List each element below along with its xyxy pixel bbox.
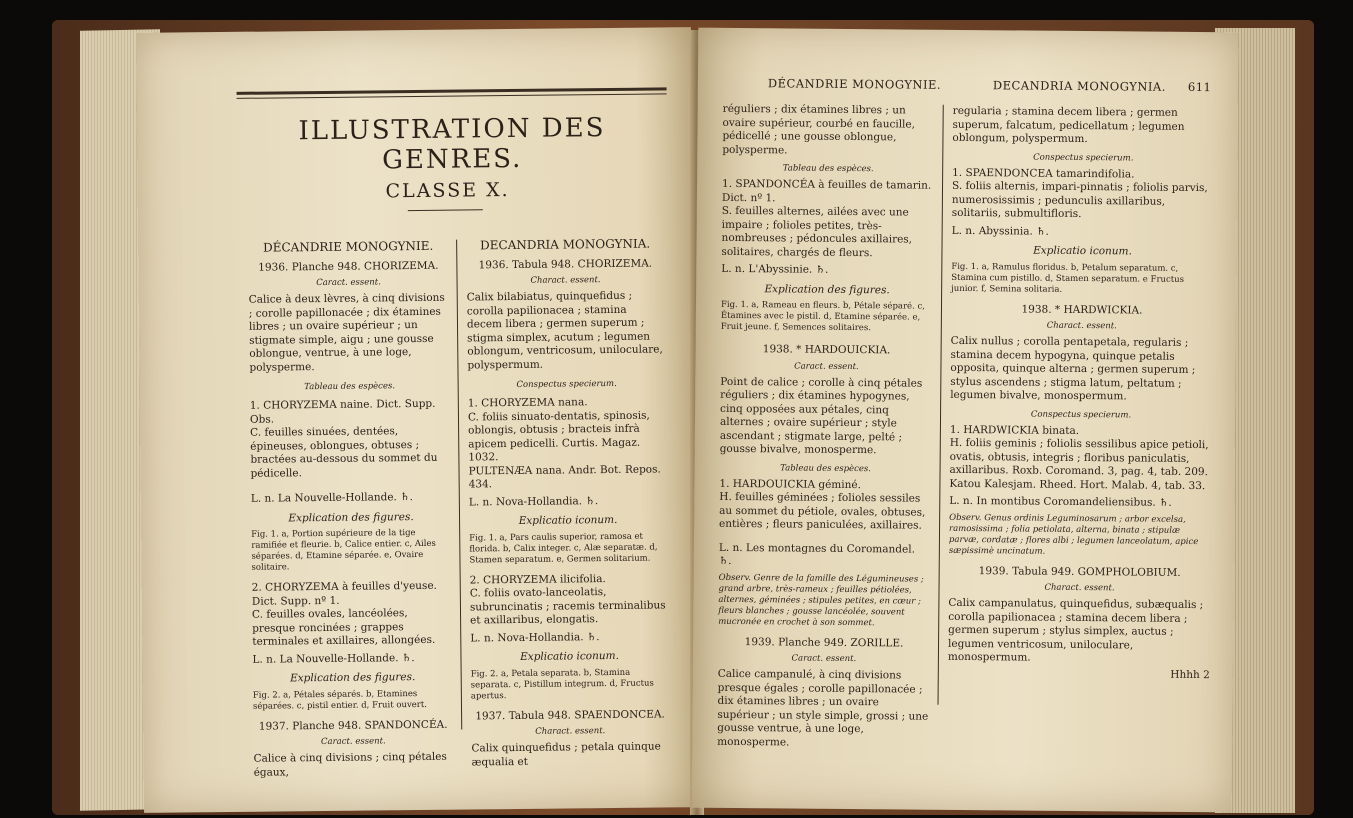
la-caract: Charact. essent. (530, 275, 601, 286)
la-description-r2: Calix campanulatus, quinquefidus, subæqualis ; corolla papilionacea ; stamina decem libera ; germen superum ; stylus simplex, auctus ; legumen ventricosum, uniloculare, monospermum. (947, 596, 1204, 664)
fr-species-1-desc: C. feuilles sinuées, dentées, épineuses, oblongues, obtuses ; bractées au-dessous du sommet du pédicelle. (250, 425, 438, 480)
la-species-1-desc: C. foliis sinuato-dentatis, spinosis, oblongis, obtusis ; bracteis infrà apicem pedicelli. Curtis. Magaz. 1032. (467, 409, 650, 464)
la-species-2-location: L. n. Nova-Hollandia. ♄. (470, 630, 600, 644)
la-description: Calix bilabiatus, quinquefidus ; corolla papilionacea ; stamina decem libera ; germen superum ; stigma simplex, acutum ; legumen oblongum, ventricosum, uniloculare, polyspermum. (466, 289, 663, 371)
french-column (248, 240, 454, 780)
fr-order-heading: DÉCANDRIE MONOGYNIE. (262, 238, 434, 255)
fr-genus-1936: 1936. Planche 948. CHORIZEMA. (258, 259, 439, 274)
fr-species-2-location: L. n. La Nouvelle-Hollande. ♄. (252, 651, 415, 666)
la-species-hardwickia-location: L. n. In montibus Coromandeliensibus. ♄. (949, 494, 1172, 509)
latin-column (466, 237, 670, 769)
la-genus-1939: 1939. Tabula 949. GOMPHOLOBIUM. (978, 564, 1181, 579)
la-caract-r: Charact. essent. (1046, 320, 1117, 332)
fr-caract-r2: Caract. essent. (791, 653, 857, 665)
latin-column-right (948, 105, 1215, 682)
french-column-right (717, 103, 935, 751)
la-species-spaendoncea-location: L. n. Abyssinia. ♄. (951, 224, 1049, 238)
fr-species-spandoncea-desc: S. feuilles alternes, ailées avec une impaire ; folioles petites, très-nombreuses ; pédoncules axillaires, solitaires, chargés de fleurs. (721, 204, 913, 259)
fr-description: Calice à deux lèvres, à cinq divisions ; corolle papillonacée ; dix étamines libres ; un ovaire supérieur ; un stigmate simple, aigu ; une gousse oblongue, ventrue, à une loge, polysperme. (248, 291, 445, 374)
fr-observation: Observ. Genre de la famille des Légumineuses ; grand arbre, très-rameux ; feuilles pétiolées, alternes, géminées ; stipules petites, en cœur ; fleurs blanches ; gousse lancéolée, souvent mucronée en crochet à son sommet. (718, 572, 924, 628)
la-species-1-location: L. n. Nova-Hollandia. ♄. (468, 494, 599, 508)
fr-caract: Caract. essent. (316, 277, 381, 289)
fr-figure-r: Fig. 1. a, Rameau en fleurs. b, Pétale séparé. c, Étamines avec le pistil. d, Etamine séparée. e, Fruit jeune. f, Semences solitaires. (720, 299, 926, 334)
fr-caract-2: Caract. essent. (320, 736, 386, 748)
la-synonym: PULTENÆA nana. Andr. Bot. Repos. 434. (468, 462, 661, 491)
column-divider-right (938, 105, 944, 705)
la-observation: Observ. Genus ordinis Leguminosarum ; arbor excelsa, ramosissima ; folia petiolata, alterna, binata ; stipulæ parvæ, cordatæ ; flores albi ; legumen lanceolatum, apice sæpissimè uncinatum. (948, 512, 1199, 557)
page-number: 611 (1187, 79, 1212, 95)
la-conspectus-r: Conspectus specierum. (1033, 152, 1134, 163)
short-rule (408, 209, 483, 211)
left-page (136, 27, 699, 813)
fr-description-r: Point de calice ; corolle à cinq pétales réguliers ; dix étamines hypogynes, cinq opposées aux pétales, cinq alternes ; ovaire supérieur ; style ascendant ; stigmate large, pelté ; gousse bivalve, monosperme. (719, 375, 923, 457)
la-order-heading: DECANDRIA MONOGYNIA. (480, 236, 651, 253)
right-page (692, 28, 1239, 813)
la-species-hardwickia: 1. HARDWICKIA binata. (949, 423, 1080, 437)
la-figure-2: Fig. 2. a, Petala separata. b, Stamina separata. c, Pistillum integrum. d, Fructus apertus. (470, 667, 654, 701)
la-species-1: 1. CHORYZEMA nana. (467, 396, 588, 410)
column-divider (456, 240, 462, 730)
fr-genus-1939: 1939. Planche 949. ZORILLE. (744, 635, 904, 649)
fr-explication-r: Explication des figures. (764, 282, 890, 296)
fr-species-1: 1. CHORYZEMA naine. Dict. Supp. Obs. (249, 397, 436, 426)
fr-tableau: Tableau des espèces. (304, 381, 396, 393)
fr-species-2: 2. CHORYZEMA à feuilles d'yeuse. Dict. Supp. nº 1. (251, 579, 438, 608)
la-explicatio-2: Explicatio iconum. (520, 649, 619, 663)
fr-description-2: Calice à cinq divisions ; cinq pétales égaux, (253, 750, 447, 779)
fr-genus-1937: 1937. Planche 948. SPANDONCÉA. (258, 718, 448, 733)
la-species-hardwickia-desc: H. foliis geminis ; foliolis sessilibus apice petioli, ovatis, obtusis, integris ; floribus paniculatis, axillaribus. Roxb. Coromand. 3, pag. 4, tab. 209. Katou Kalesjam. Rheed. Hort. Malab. 4, tab. 33. (949, 436, 1209, 492)
la-species-spaendoncea: 1. SPAENDONCEA tamarindifolia. (952, 166, 1135, 180)
la-species-spaendoncea-desc: S. foliis alternis, impari-pinnatis ; foliolis parvis, numerosissimis ; pedunculis axillaribus, solitariis, submultifloris. (951, 179, 1208, 221)
la-species-2-desc: C. foliis ovato-lanceolatis, subruncinatis ; racemis terminalibus et axillaribus, elongatis. (469, 586, 666, 627)
la-figure-1: Fig. 1. a, Pars caulis superior, ramosa et florida. b, Calix integer. c, Alæ separatæ. d, Stamen separatum. e, Germen solitarium. (469, 531, 658, 565)
la-genus-1938: 1938. * HARDWICKIA. (1021, 302, 1143, 317)
running-head-fr: DÉCANDRIE MONOGYNIE. (767, 76, 942, 92)
fr-species-2-desc: C. feuilles ovales, lancéolées, presque roncinées ; grappes terminales et axillaires, allongées. (251, 607, 436, 648)
la-conspectus-r2: Conspectus specierum. (1030, 409, 1132, 420)
fr-tableau-r: Tableau des espèces. (782, 163, 874, 175)
fr-species-spandoncea: 1. SPANDONCÉA à feuilles de tamarin. Dict. nº 1. (721, 177, 932, 204)
la-caract-r2: Charact. essent. (1044, 582, 1115, 594)
fr-explication-2: Explication des figures. (289, 671, 416, 685)
la-explicatio-r: Explicatio iconum. (1033, 244, 1132, 258)
page-title: ILLUSTRATION DES GENRES. (298, 113, 606, 176)
fr-description-r2: Calice campanulé, à cinq divisions presque égales ; corolle papillonacée ; dix étamines libres ; un ovaire supérieur ; un style simple, grossi ; une gousse ventrue, à une loge, monosperme. (717, 667, 929, 748)
signature-mark: Hhhh 2 (1170, 668, 1210, 681)
fr-tableau-r2: Tableau des espèces. (780, 462, 871, 474)
class-heading: CLASSE X. (385, 179, 510, 203)
la-conspectus: Conspectus specierum. (516, 378, 617, 390)
fr-species-1-location: L. n. La Nouvelle-Hollande. ♄. (250, 491, 414, 505)
la-genus-1936: 1936. Tabula 948. CHORIZEMA. (478, 257, 653, 271)
fr-genus-1938: 1938. * HARDOUICKIA. (762, 343, 891, 357)
la-continuation: regularia ; stamina decem libera ; germen superum, falcatum, pedicellatum ; legumen oblongum, polyspermum. (952, 104, 1185, 146)
la-explicatio: Explicatio iconum. (518, 513, 618, 527)
fr-explication: Explication des figures. (288, 510, 414, 524)
la-species-2: 2. CHORYZEMA ilicifolia. (469, 572, 606, 586)
fr-species-hardouickia-location: L. n. Les montagnes du Coromandel. ♄. (718, 541, 916, 567)
la-description-2: Calix quinquefidus ; petala quinque æqualia et (471, 740, 661, 768)
fr-figure-1: Fig. 1. a, Portion supérieure de la tige ramifiée et fleurie. b, Calice entier. c, Ailes séparées. d, Etamine séparée. e, Ovaire solitaire. (251, 528, 436, 573)
fr-figure-2: Fig. 2. a, Pétales séparés. b, Etamines séparées. c, pistil entier. d, Fruit ouvert. (252, 688, 427, 712)
la-caract-2: Charact. essent. (535, 726, 606, 737)
la-description-r: Calix nullus ; corolla pentapetala, regularis ; stamina decem hypogyna, quinque petalis opposita, quinque alterna ; germen superum ; stylus ascendens ; stigma latum, peltatum ; legumen bivalve, monospermum. (950, 334, 1196, 403)
running-head-la: DECANDRIA MONOGYNIA. (992, 78, 1166, 94)
la-genus-1937: 1937. Tabula 948. SPAENDONCEA. (475, 707, 665, 722)
la-figure-r: Fig. 1. a, Ramulus floridus. b, Petalum separatum. c, Stamina cum pistillo. d, Stamen separatum. e Fructus junior. f, Semina solitaria. (951, 261, 1185, 295)
fr-continuation: réguliers ; dix étamines libres ; un ovaire supérieur, courbé en faucille, pédicellé ; une gousse oblongue, polysperme. (722, 102, 916, 156)
fr-species-hardouickia: 1. HARDOUICKIA géminé. (719, 477, 862, 491)
fr-species-hardouickia-desc: H. feuilles géminées ; folioles sessiles au sommet du pétiole, ovales, obtuses, entières ; fleurs paniculées, axillaires. (719, 490, 926, 532)
fr-species-spandoncea-location: L. n. L'Abyssinie. ♄. (721, 262, 829, 276)
fr-caract-r: Caract. essent. (794, 361, 859, 372)
